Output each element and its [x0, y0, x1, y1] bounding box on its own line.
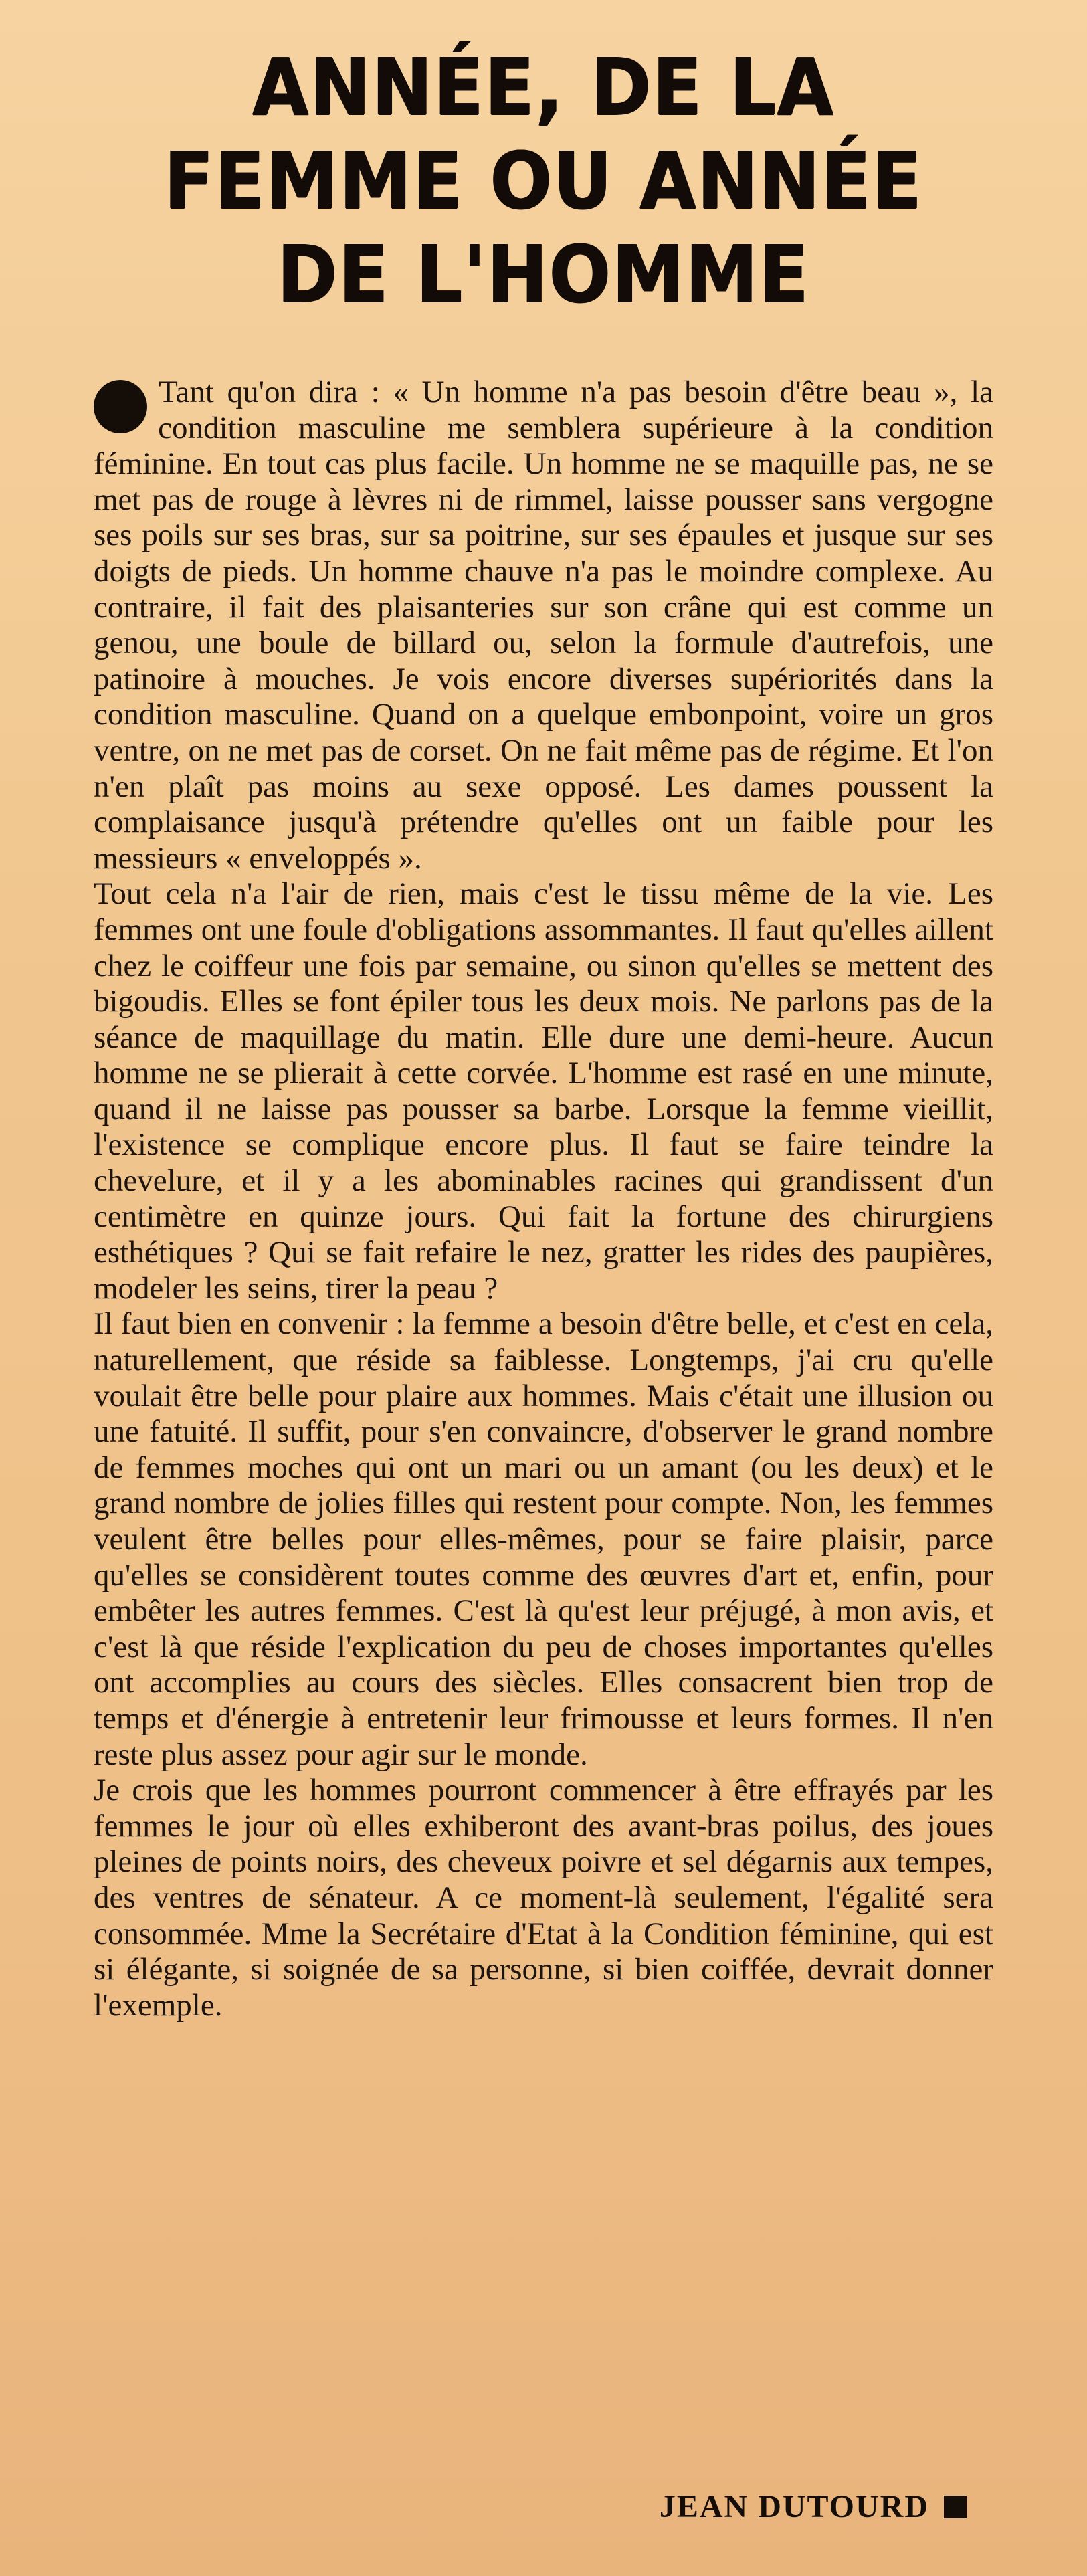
- author-name: JEAN DUTOURD: [659, 2489, 929, 2524]
- lead-bullet-icon: [94, 380, 147, 433]
- headline-line-3: DE L'HOMME: [277, 228, 810, 320]
- headline-line-2: FEMME OU ANNÉE: [164, 134, 923, 227]
- headline-line-1: ANNÉE, DE LA: [252, 41, 835, 133]
- end-mark-square-icon: [944, 2496, 967, 2518]
- article-headline: [136, 40, 951, 321]
- article-paragraph-3: Il faut bien en convenir : la femme a besoin d'être belle, et c'est en cela, naturellement, que réside sa faiblesse. Longtemps, j'ai cru qu'elle voulait être belle pour plaire aux hommes. Mais c'était une illusion ou une fatuité. Il suffit, pour s'en convaincre, d'observer le grand nombre de femmes moches qui ont un mari ou un amant (ou les deux) et le grand nombre de jolies filles qui restent pour compte. Non, les femmes veulent être belles pour elles-mêmes, pour se faire plaisir, parce qu'elles se considèrent toutes comme des œuvres d'art et, enfin, pour embêter les autres femmes. C'est là qu'est leur préjugé, à mon avis, et c'est là que réside l'explication du peu de choses importantes qu'elles ont accomplies au cours des siècles. Elles consacrent bien trop de temps et d'énergie à entretenir leur frimousse et leurs formes. Il n'en reste plus assez pour agir sur le monde.: [94, 1306, 993, 1772]
- article-paragraph-4: Je crois que les hommes pourront commencer à être effrayés par les femmes le jour où elles exhiberont des avant-bras poilus, des joues pleines de points noirs, des cheveux poivre et sel dégarnis aux tempes, des ventres de sénateur. A ce moment-là seulement, l'égalité sera consommée. Mme la Secrétaire d'Etat à la Condition féminine, qui est si élégante, si soignée de sa personne, si bien coiffée, devrait donner l'exemple.: [94, 1773, 993, 2023]
- author-signature: [660, 2488, 967, 2525]
- article-paragraph-1: Tant qu'on dira : « Un homme n'a pas besoin d'être beau », la condition masculine me semblera supérieure à la condition féminine. En tout cas plus facile. Un homme ne se maquille pas, ne se met pas de rouge à lèvres ni de rimmel, laisse pousser sans vergogne ses poils sur ses bras, sur sa poitrine, sur ses épaules et jusque sur ses doigts de pieds. Un homme chauve n'a pas le moindre complexe. Au contraire, il fait des plaisanteries sur son crâne qui est comme un genou, une boule de billard ou, selon la formule d'autrefois, une patinoire à mouches. Je vois encore diverses supériorités dans la condition masculine. Quand on a quelque embonpoint, voire un gros ventre, on ne met pas de corset. On ne fait même pas de régime. Et l'on n'en plaît pas moins au sexe opposé. Les dames poussent la complaisance jusqu'à prétendre qu'elles ont un faible pour les messieurs « enveloppés ».: [94, 375, 993, 876]
- article-body: [94, 375, 993, 2515]
- article-paragraph-2: Tout cela n'a l'air de rien, mais c'est le tissu même de la vie. Les femmes ont une foule d'obligations assommantes. Il faut qu'elles aillent chez le coiffeur une fois par semaine, ou sinon qu'elles se mettent des bigoudis. Elles se font épiler tous les deux mois. Ne parlons pas de la séance de maquillage du matin. Elle dure une demi-heure. Aucun homme ne se plierait à cette corvée. L'homme est rasé en une minute, quand il ne laisse pas pousser sa barbe. Lorsque la femme vieillit, l'existence se complique encore plus. Il faut se faire teindre la chevelure, et il y a les abominables racines qui grandissent d'un centimètre en quinze jours. Qui fait la fortune des chirurgiens esthétiques ? Qui se fait refaire le nez, gratter les rides des paupières, modeler les seins, tirer la peau ?: [94, 876, 993, 1306]
